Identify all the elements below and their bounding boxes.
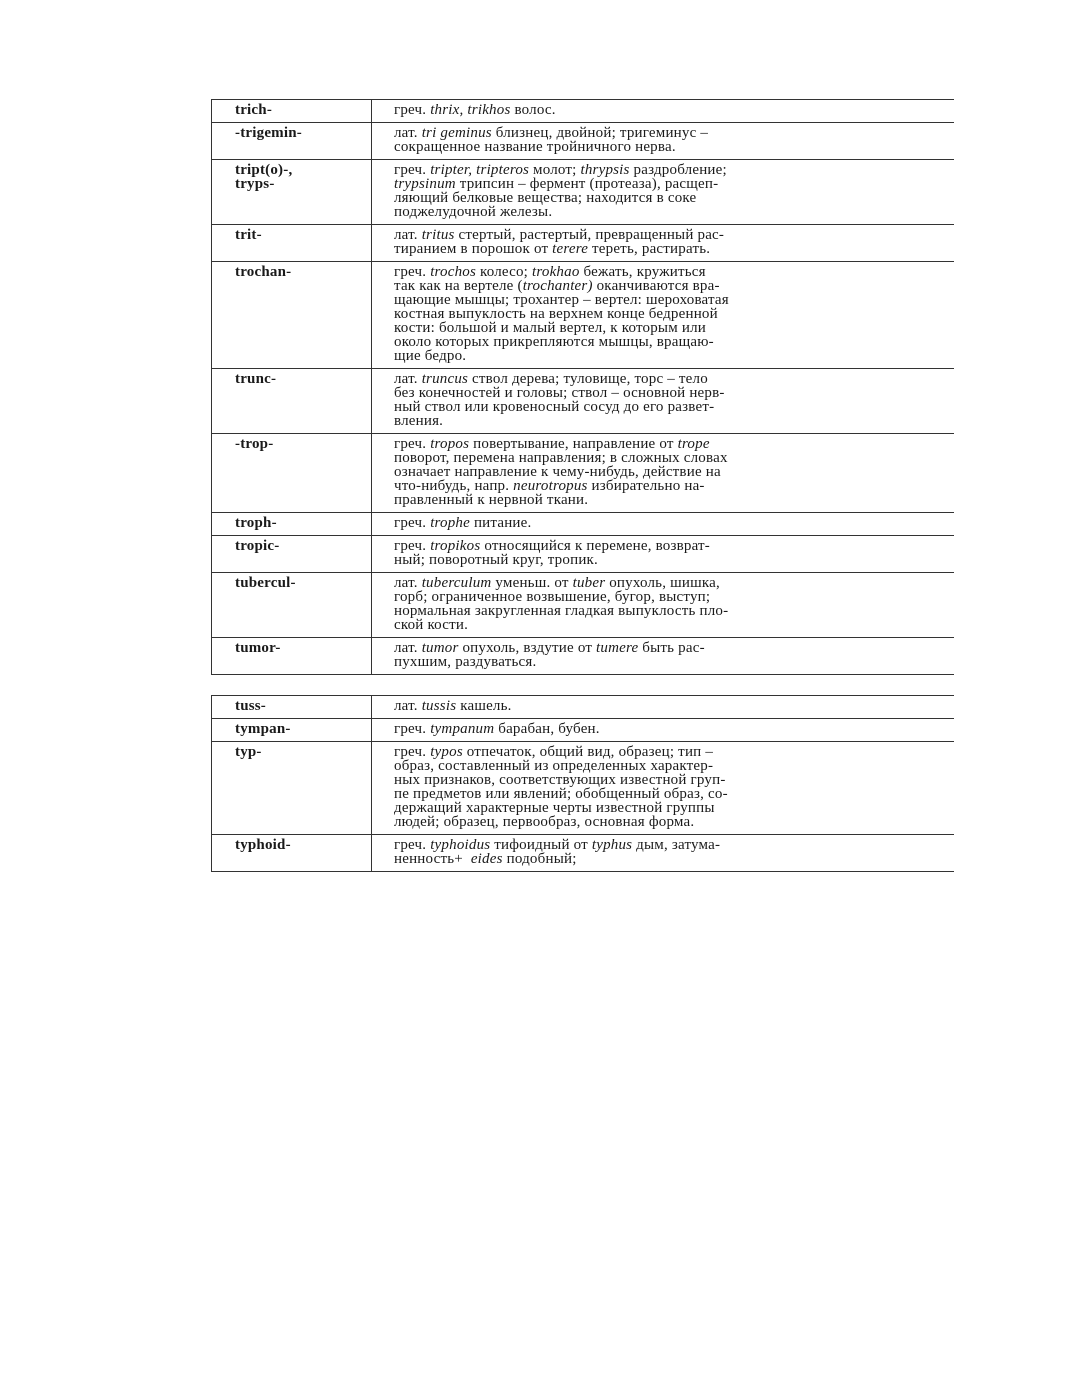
definition-text: стертый, растертый, превращенный рас- тиранием в порошок от bbox=[394, 227, 725, 257]
definition-cell bbox=[372, 369, 954, 434]
table-row bbox=[212, 719, 954, 742]
definition-italic-text: typos bbox=[430, 744, 463, 760]
table-row bbox=[212, 369, 954, 434]
definition-cell bbox=[372, 262, 954, 369]
term-label: -trigemin- bbox=[235, 125, 302, 141]
definition-italic-text: tumor bbox=[421, 640, 459, 656]
term-cell bbox=[212, 225, 372, 262]
term-label: typhoid- bbox=[235, 837, 291, 853]
definition-text: раздробление; bbox=[633, 162, 727, 178]
definition-italic-text: eides bbox=[470, 851, 503, 867]
term-cell bbox=[212, 573, 372, 638]
definition-cell bbox=[372, 573, 954, 638]
definition-text: быть рас- пухшим, раздуваться. bbox=[394, 640, 705, 670]
definition-text: греч. bbox=[394, 744, 431, 760]
definition-cell bbox=[372, 835, 954, 872]
definition-text: оканчиваются вра- щающие мышцы; трохантер – вертел: шероховатая костная выпуклость на верхнем конце бедренной кости: большой и малый вертел, к которым или около которых прикрепляются мышцы, вращаю- щие бедро. bbox=[394, 278, 729, 364]
definition-text: подобный; bbox=[502, 851, 577, 867]
definition-italic-text: trypsinum bbox=[394, 176, 456, 192]
definition-italic-text: trokhao bbox=[532, 264, 580, 280]
term-label: tropic- bbox=[235, 538, 280, 554]
definition-cell bbox=[372, 160, 954, 225]
definition-text: близнец, двойной; тригеминус – сокращенное название тройничного нерва. bbox=[394, 125, 709, 155]
term-cell bbox=[212, 835, 372, 872]
definition-italic-text: tritus bbox=[421, 227, 455, 243]
table-row bbox=[212, 434, 954, 513]
definition-cell bbox=[372, 638, 954, 675]
definition-italic-text: truncus bbox=[421, 371, 469, 387]
table-row bbox=[212, 513, 954, 536]
definition-cell bbox=[372, 536, 954, 573]
definition-text: повертывание, направление от bbox=[469, 436, 678, 452]
definition-cell bbox=[372, 696, 954, 719]
definition-text: относящийся к перемене, возврат- ный; поворотный круг, тропик. bbox=[394, 538, 711, 568]
table-row bbox=[212, 123, 954, 160]
definition-text: ствол дерева; туловище, торс – тело без конечностей и головы; ствол – основной нерв- ный ствол или кровеносный сосуд до его развет- вления. bbox=[394, 371, 725, 429]
definition-text: бежать, кружиться так как на вертеле ( bbox=[394, 264, 706, 294]
term-cell bbox=[212, 536, 372, 573]
definition-text: греч. bbox=[394, 515, 431, 531]
term-label: tubercul- bbox=[235, 575, 296, 591]
definition-text: избирательно на- правленный к нервной ткани. bbox=[394, 478, 705, 508]
definition-italic-text: tropos bbox=[430, 436, 470, 452]
term-cell bbox=[212, 262, 372, 369]
definition-italic-text: thrix, trikhos bbox=[430, 102, 511, 118]
glossary-table-body bbox=[212, 696, 954, 872]
term-label: trochan- bbox=[235, 264, 292, 280]
definition-text: тереть, растирать. bbox=[588, 241, 711, 257]
definition-italic-text: tripter, tripteros bbox=[430, 162, 530, 178]
definition-cell bbox=[372, 434, 954, 513]
definition-text: греч. bbox=[394, 837, 431, 853]
table-row bbox=[212, 742, 954, 835]
definition-italic-text: terere bbox=[552, 241, 589, 257]
term-label: tumor- bbox=[235, 640, 281, 656]
definition-cell bbox=[372, 742, 954, 835]
definition-italic-text: tussis bbox=[421, 698, 457, 714]
definition-text: лат. bbox=[394, 698, 422, 714]
term-label: -trop- bbox=[235, 436, 274, 452]
definition-italic-text: tuberculum bbox=[421, 575, 492, 591]
term-cell bbox=[212, 513, 372, 536]
definition-text: греч. bbox=[394, 264, 431, 280]
definition-text: тифоидный от bbox=[490, 837, 592, 853]
definition-text: барабан, бубен. bbox=[494, 721, 600, 737]
term-cell bbox=[212, 160, 372, 225]
definition-text: колесо; bbox=[476, 264, 533, 280]
definition-text: волос. bbox=[510, 102, 556, 118]
table-row bbox=[212, 638, 954, 675]
definition-text: поворот, перемена направления; в сложных словах означает направление к чему-нибудь, действие на что-нибудь, напр. bbox=[394, 450, 728, 494]
table-row bbox=[212, 100, 954, 123]
table-row bbox=[212, 225, 954, 262]
definition-italic-text: trope bbox=[677, 436, 710, 452]
definition-text: кашель. bbox=[456, 698, 512, 714]
table-row bbox=[212, 262, 954, 369]
glossary-table-2 bbox=[211, 695, 954, 872]
definition-text: греч. bbox=[394, 538, 431, 554]
definition-italic-text: trophe bbox=[430, 515, 470, 531]
definition-text: отпечаток, общий вид, образец; тип – образ, составленный из определенных характер- ных признаков, соответствующих известной груп- пе предметов или явлений; обобщенный образ, со- держащий характерные черты известной группы людей; образец, первообраз, основная форма. bbox=[394, 744, 728, 830]
table-row bbox=[212, 696, 954, 719]
definition-text: греч. bbox=[394, 162, 431, 178]
definition-text: опухоль, шишка, горб; ограниченное возвышение, бугор, выступ; нормальная закругленная гладкая выпуклость пло- ской кости. bbox=[394, 575, 729, 633]
term-label: typ- bbox=[235, 744, 262, 760]
definition-cell bbox=[372, 100, 954, 123]
definition-italic-text: trochanter) bbox=[522, 278, 593, 294]
glossary-table-body bbox=[212, 100, 954, 675]
term-cell bbox=[212, 123, 372, 160]
term-cell bbox=[212, 742, 372, 835]
table-row bbox=[212, 573, 954, 638]
term-label: tuss- bbox=[235, 698, 267, 714]
definition-text: лат. bbox=[394, 125, 422, 141]
definition-text: опухоль, вздутие от bbox=[458, 640, 597, 656]
definition-italic-text: tuber bbox=[572, 575, 606, 591]
glossary-table-1 bbox=[211, 99, 954, 675]
definition-text: лат. bbox=[394, 227, 422, 243]
definition-text: питание. bbox=[470, 515, 532, 531]
definition-text: греч. bbox=[394, 102, 431, 118]
definition-text: лат. bbox=[394, 371, 422, 387]
term-label: trich- bbox=[235, 102, 273, 118]
definition-text: дым, затума- ненность+ bbox=[394, 837, 721, 867]
definition-italic-text: tri geminus bbox=[421, 125, 492, 141]
term-label: trit- bbox=[235, 227, 262, 243]
definition-cell bbox=[372, 123, 954, 160]
definition-italic-text: typhoidus bbox=[430, 837, 491, 853]
definition-text: молот; bbox=[529, 162, 581, 178]
definition-italic-text: tropikos bbox=[430, 538, 481, 554]
term-cell bbox=[212, 100, 372, 123]
term-label: troph- bbox=[235, 515, 277, 531]
definition-italic-text: trochos bbox=[430, 264, 477, 280]
term-cell bbox=[212, 434, 372, 513]
definition-italic-text: neurotropus bbox=[513, 478, 588, 494]
definition-text: уменьш. от bbox=[491, 575, 573, 591]
definition-text: лат. bbox=[394, 575, 422, 591]
definition-italic-text: tympanum bbox=[430, 721, 495, 737]
definition-text: лат. bbox=[394, 640, 422, 656]
term-cell bbox=[212, 369, 372, 434]
definition-text: трипсин – фермент (протеаза), расщеп- ляющий белковые вещества; находится в соке поджелудочной железы. bbox=[394, 176, 719, 220]
definition-text: греч. bbox=[394, 436, 431, 452]
definition-italic-text: typhus bbox=[591, 837, 633, 853]
term-cell bbox=[212, 696, 372, 719]
table-row bbox=[212, 160, 954, 225]
term-cell bbox=[212, 638, 372, 675]
definition-cell bbox=[372, 719, 954, 742]
definition-italic-text: thrypsis bbox=[580, 162, 630, 178]
term-label: tympan- bbox=[235, 721, 291, 737]
definition-cell bbox=[372, 513, 954, 536]
table-row bbox=[212, 536, 954, 573]
definition-italic-text: tumere bbox=[596, 640, 639, 656]
term-label: tript(o)-, tryps- bbox=[235, 162, 293, 192]
term-label: trunc- bbox=[235, 371, 277, 387]
definition-cell bbox=[372, 225, 954, 262]
definition-text: греч. bbox=[394, 721, 431, 737]
term-cell bbox=[212, 719, 372, 742]
table-row bbox=[212, 835, 954, 872]
